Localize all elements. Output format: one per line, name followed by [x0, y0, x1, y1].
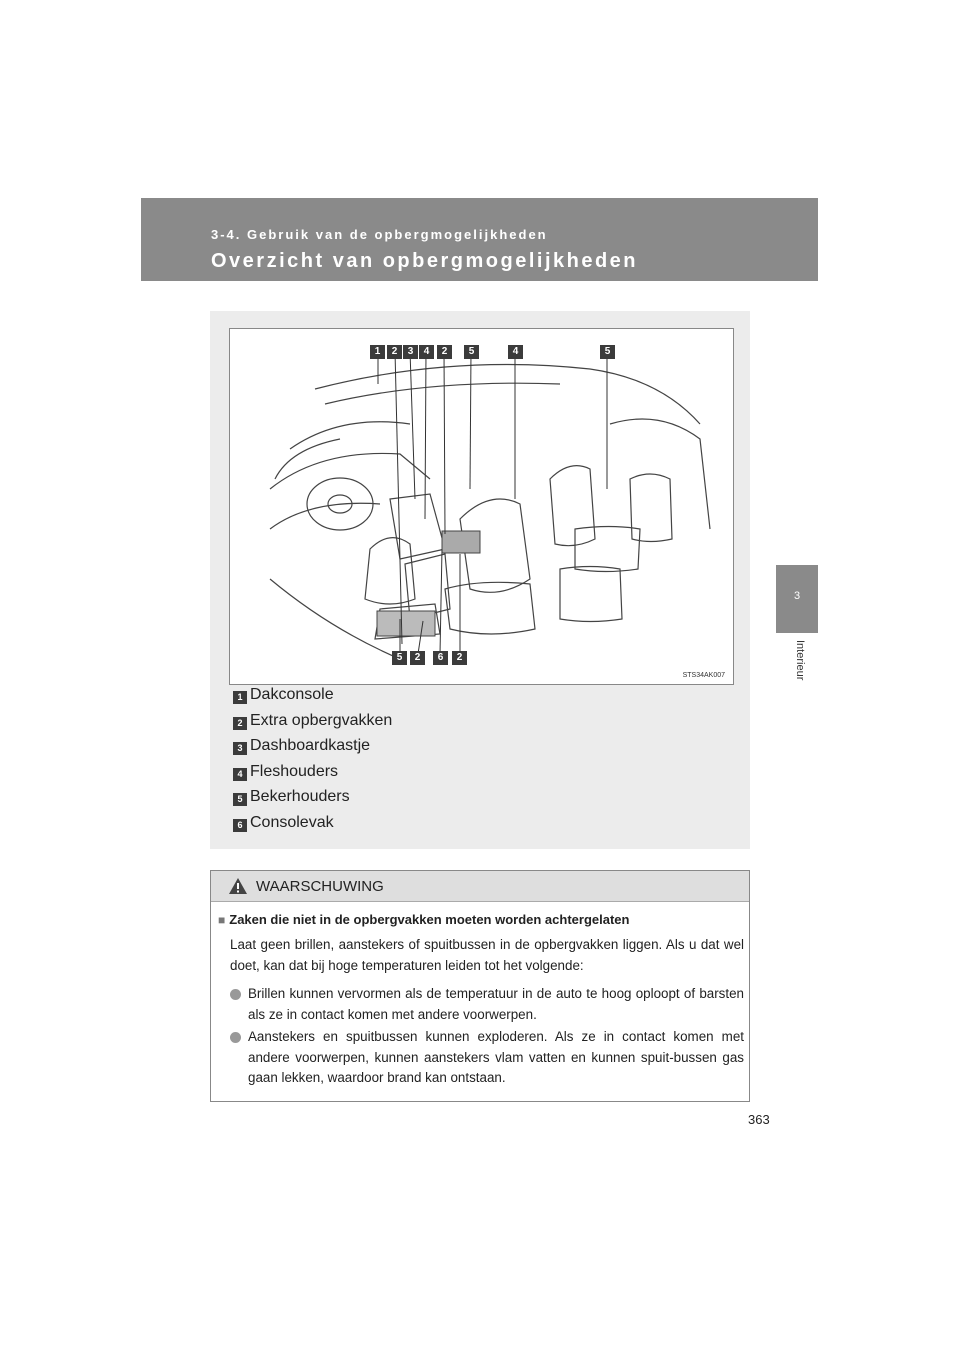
- callout-top-8: 5: [600, 345, 615, 359]
- legend-number: 3: [233, 742, 247, 755]
- legend-number: 4: [233, 768, 247, 781]
- legend-text: Extra opbergvakken: [250, 711, 393, 729]
- legend-text: Dakconsole: [250, 686, 334, 703]
- page-title: Overzicht van opbergmogelijkheden: [211, 250, 639, 272]
- warning-bullet: [230, 984, 744, 1025]
- legend-number: 5: [233, 793, 247, 806]
- callout-top-6: 5: [464, 345, 479, 359]
- warning-triangle-icon: [228, 877, 248, 895]
- legend-text: Fleshouders: [250, 762, 339, 780]
- section-label: 3-4. Gebruik van de opbergmogelijkheden: [211, 227, 548, 242]
- legend-text: Bekerhouders: [250, 788, 350, 805]
- warning-bullet: [230, 1027, 744, 1089]
- chapter-number: 3: [793, 590, 801, 602]
- callout-top-4: 4: [419, 345, 434, 359]
- warning-body: Laat geen brillen, aanstekers of spuitbussen in de opbergvakken liggen. Als u dat wel doet, kan dat bij hoge temperaturen leiden tot het volgende:: [230, 937, 744, 973]
- callout-top-1: 1: [370, 345, 385, 359]
- warning-subtitle: [218, 912, 629, 927]
- car-interior-illustration: [229, 328, 734, 685]
- warning-header: [211, 871, 749, 902]
- page-number: 363: [748, 1112, 770, 1127]
- header-band: [141, 198, 818, 281]
- warning-subtitle-text: Zaken die niet in de opbergvakken moeten worden achtergelaten: [229, 912, 630, 927]
- legend-number: 2: [233, 717, 247, 730]
- chapter-tab[interactable]: [776, 565, 818, 633]
- legend-text: Consolevak: [250, 813, 334, 831]
- warning-bullet-text: Brillen kunnen vervormen als de temperatuur in de auto te hoog oploopt of barsten als ze in contact komen met andere voorwerpen.: [248, 986, 744, 1022]
- warning-bullet-text: Aanstekers en spuitbussen kunnen exploderen. Als ze in contact komen met andere voorwerpen, kunnen aanstekers vlam vatten en kunnen spuit-bussen gas gaan lekken, waardoor brand kan ontstaan.: [248, 1029, 744, 1085]
- chapter-label: Interieur: [794, 640, 806, 681]
- callout-bottom-1: 5: [392, 651, 407, 665]
- callout-top-7: 4: [508, 345, 523, 359]
- callout-top-5: 2: [437, 345, 452, 359]
- warning-box: [210, 870, 750, 1102]
- warning-title: WAARSCHUWING: [256, 878, 384, 895]
- legend-number: 6: [233, 819, 247, 832]
- car-interior-drawing: [230, 329, 733, 684]
- figure-panel: [210, 311, 750, 849]
- square-bullet-icon: ■: [218, 913, 226, 927]
- callout-bottom-2: 2: [410, 651, 425, 665]
- callout-bottom-3: 6: [433, 651, 448, 665]
- callout-top-3: 3: [403, 345, 418, 359]
- legend-text: Dashboardkastje: [250, 737, 371, 754]
- image-code: STS34AK007: [682, 672, 725, 679]
- bullet-dot-icon: [230, 1032, 241, 1043]
- bullet-dot-icon: [230, 989, 241, 1000]
- callout-bottom-4: 2: [452, 651, 467, 665]
- callout-top-2: 2: [387, 345, 402, 359]
- legend-number: 1: [233, 691, 247, 704]
